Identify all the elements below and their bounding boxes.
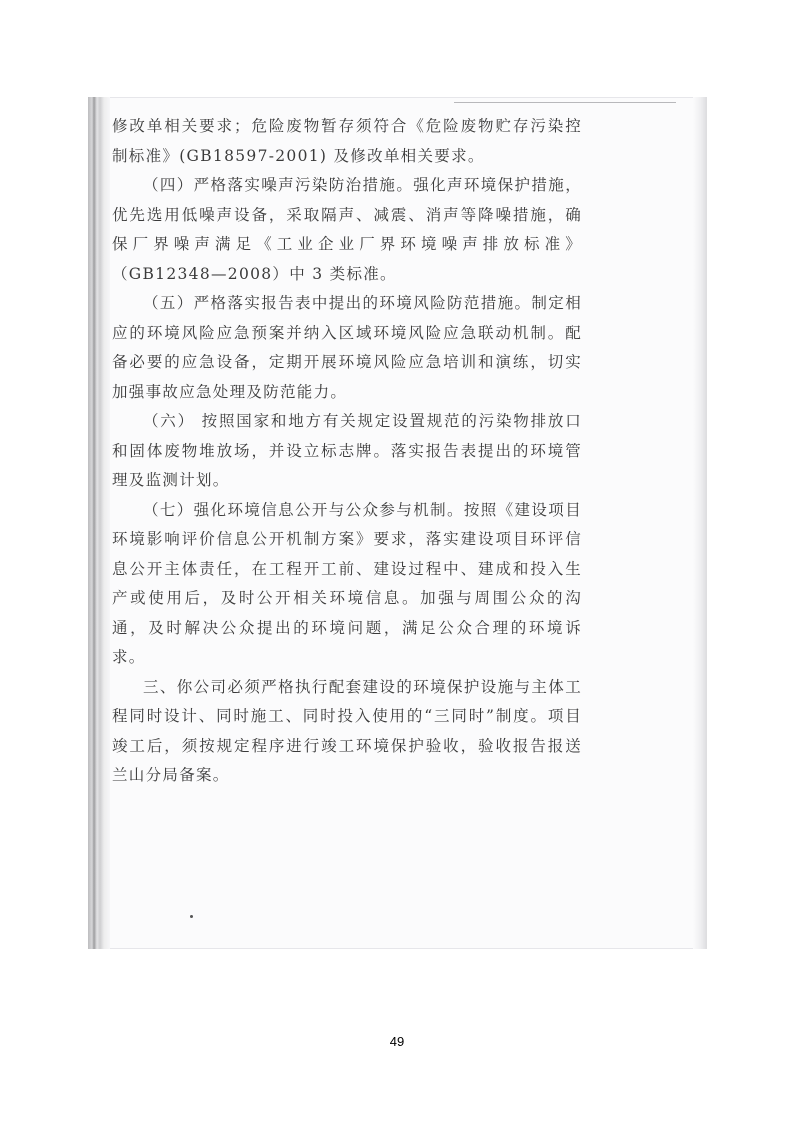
paragraph-three-simultaneous: 三、你公司必须严格执行配套建设的环境保护设施与主体工程同时设计、同时施工、同时投入使用的“三同时”制度。项目竣工后，须按规定程序进行竣工环境保护验收，验收报告报送兰山分局备案。	[112, 677, 582, 784]
paragraph-noise-control: （四）严格落实噪声污染防治措施。强化声环境保护措施，优先选用低噪声设备，采取隔声、减震、消声等降噪措施，确保厂界噪声满足《工业企业厂界环境噪声排放标准》（GB12348—2008）中 3 类标准。	[112, 176, 582, 283]
scan-speck	[190, 915, 193, 918]
paragraph-risk-prevention: （五）严格落实报告表中提出的环境风险防范措施。制定相应的环境风险应急预案并纳入区域环境风险应急联动机制。配备必要的应急设备，定期开展环境风险应急培训和演练，切实加强事故应急处理及防范能力。	[112, 294, 582, 401]
paragraph-1-continuation: 修改单相关要求；危险废物暂存须符合《危险废物贮存污染控制标准》(GB18597-2001) 及修改单相关要求。	[112, 117, 582, 165]
document-body	[112, 112, 582, 791]
page-number: 49	[389, 1034, 405, 1049]
paragraph-information-disclosure: （七）强化环境信息公开与公众参与机制。按照《建设项目环境影响评价信息公开机制方案》要求，落实建设项目环评信息公开主体责任，在工程开工前、建设过程中、建成和投入生产或使用后，及时公开相关环境信息。加强与周围公众的沟通，及时解决公众提出的环境问题，满足公众合理的环境诉求。	[112, 500, 582, 666]
paragraph-discharge-outlets: （六） 按照国家和地方有关规定设置规范的污染物排放口和固体废物堆放场，并设立标志牌。落实报告表提出的环境管理及监测计划。	[112, 412, 582, 489]
scan-right-edge-shadow	[693, 97, 707, 949]
scan-header-rule	[454, 102, 676, 103]
scan-left-edge-shadow	[88, 97, 110, 949]
